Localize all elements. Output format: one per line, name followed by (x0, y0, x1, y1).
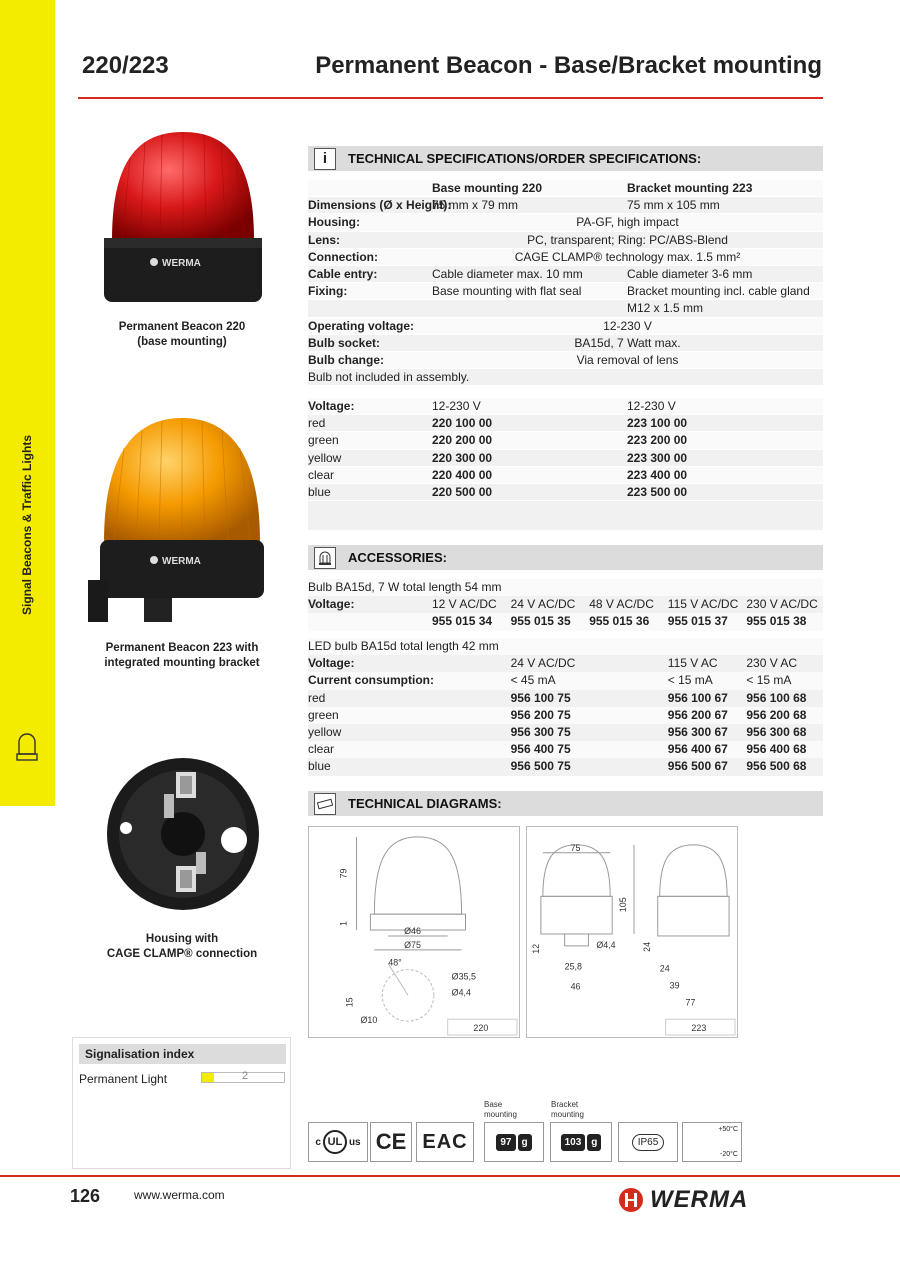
svg-text:24: 24 (659, 963, 670, 974)
svg-text:Ø4,4: Ø4,4 (451, 987, 471, 998)
table-row: green 220 200 00 223 200 00 (308, 432, 823, 449)
svg-text:79: 79 (338, 868, 349, 879)
svg-text:Ø35,5: Ø35,5 (451, 971, 476, 982)
red-beacon-image (100, 128, 266, 306)
svg-text:WERMA: WERMA (162, 258, 201, 269)
accessory-icon (314, 547, 336, 569)
table-row: Bulb BA15d, 7 W total length 54 mm (308, 579, 823, 596)
svg-text:77: 77 (685, 997, 696, 1008)
diagram-220 (308, 826, 520, 1038)
footer-url[interactable]: www.werma.com (134, 1188, 225, 1202)
svg-text:1: 1 (338, 921, 349, 927)
page-title: Permanent Beacon - Base/Bracket mounting (315, 52, 822, 79)
werma-logo: WERMA (618, 1186, 748, 1214)
table-row: clear 220 400 00 223 400 00 (308, 467, 823, 484)
page-number: 126 (70, 1186, 101, 1206)
base-weight-icon: 97 g (484, 1122, 544, 1162)
table-row: M12 x 1.5 mm (308, 300, 823, 317)
table-row: yellow 956 300 75 956 300 67 956 300 68 (308, 724, 823, 741)
table-row: yellow 220 300 00 223 300 00 (308, 450, 823, 467)
table-row: Bulb socket: BA15d, 7 Watt max. (308, 335, 823, 352)
caption-220: Permanent Beacon 220 (base mounting) (118, 321, 246, 348)
yellow-beacon-image (88, 412, 272, 630)
ruler-icon (314, 793, 336, 815)
caption-housing: Housing with CAGE CLAMP® connection (106, 933, 258, 960)
tech-specs-header: i TECHNICAL SPECIFICATIONS/ORDER SPECIFICATIONS: (308, 146, 823, 171)
svg-text:24: 24 (641, 941, 652, 952)
table-row: LED bulb BA15d total length 42 mm (308, 638, 823, 655)
table-row: Dimensions (Ø x Height): 75 mm x 79 mm 75 mm x 105 mm (308, 197, 823, 214)
table-row: Voltage: 12 V AC/DC 24 V AC/DC 48 V AC/DC 115 V AC/DC 230 V AC/DC (308, 596, 823, 613)
table-row: Connection: CAGE CLAMP® technology max. 1.5 mm² (308, 249, 823, 266)
svg-text:Ø10: Ø10 (360, 1015, 378, 1026)
table-row: Operating voltage: 12-230 V (308, 318, 823, 335)
ip65-icon: IP65 (618, 1122, 678, 1162)
table-row: red 220 100 00 223 100 00 (308, 415, 823, 432)
table-row: 955 015 34 955 015 35 955 015 36 955 015 37 955 015 38 (308, 613, 823, 630)
sidebar-label: Signal Beacons & Traffic Lights (20, 434, 35, 616)
table-row: clear 956 400 75 956 400 67 956 400 68 (308, 741, 823, 758)
diagram-223 (526, 826, 738, 1038)
table-row: red 956 100 75 956 100 67 956 100 68 (308, 690, 823, 707)
signalisation-fill (202, 1073, 214, 1082)
temperature-icon: +50°C -20°C (682, 1122, 742, 1162)
eac-cert-icon: EAC (416, 1122, 474, 1162)
product-number: 220/223 (82, 52, 169, 79)
housing-cage-clamp-image (106, 754, 260, 914)
svg-text:12: 12 (530, 943, 541, 954)
svg-text:223: 223 (691, 1023, 707, 1034)
footer-rule (0, 1175, 900, 1177)
svg-text:Ø4,4: Ø4,4 (596, 939, 616, 950)
table-row: Cable entry: Cable diameter max. 10 mm Cable diameter 3-6 mm (308, 266, 823, 283)
caption-223: Permanent Beacon 223 with integrated mounting bracket (104, 642, 260, 669)
led-table (308, 638, 823, 776)
svg-text:220: 220 (473, 1023, 489, 1034)
table-row: Voltage: 24 V AC/DC 115 V AC 230 V AC (308, 655, 823, 672)
svg-text:WERMA: WERMA (162, 556, 201, 567)
base-weight-label: Base mounting (484, 1100, 517, 1119)
diagrams-header: TECHNICAL DIAGRAMS: (308, 791, 823, 816)
accessories-header: ACCESSORIES: (308, 545, 823, 570)
ce-cert-icon: CE (370, 1122, 412, 1162)
svg-text:48°: 48° (388, 957, 402, 968)
svg-text:Ø75: Ø75 (404, 939, 421, 950)
table-row: blue 220 500 00 223 500 00 (308, 484, 823, 501)
bracket-weight-label: Bracket mounting (551, 1100, 584, 1119)
table-row: green 956 200 75 956 200 67 956 200 68 (308, 707, 823, 724)
svg-text:75: 75 (570, 842, 581, 853)
bulb-table (308, 579, 823, 631)
table-row: Bulb change: Via removal of lens (308, 352, 823, 369)
svg-text:46: 46 (570, 981, 581, 992)
header-rule (78, 97, 823, 99)
signalisation-panel: Signalisation index Permanent Light 2 (72, 1037, 291, 1169)
table-row: Current consumption: < 45 mA < 15 mA < 15 mA (308, 672, 823, 689)
svg-text:15: 15 (344, 997, 355, 1008)
beacon-icon (16, 728, 38, 762)
svg-text:Ø46: Ø46 (404, 925, 421, 936)
svg-text:25,8: 25,8 (564, 961, 582, 972)
signalisation-bar: 2 (201, 1072, 285, 1083)
table-row: Housing: PA-GF, high impact (308, 214, 823, 231)
table-row: Voltage: 12-230 V 12-230 V (308, 398, 823, 415)
table-row: blue 956 500 75 956 500 67 956 500 68 (308, 758, 823, 775)
info-icon: i (314, 148, 336, 170)
table-row: Lens: PC, transparent; Ring: PC/ABS-Blend (308, 232, 823, 249)
ul-cert-icon: c UL us (308, 1122, 368, 1162)
svg-text:105: 105 (618, 897, 629, 913)
werma-logo-icon (618, 1187, 644, 1213)
svg-text:39: 39 (669, 980, 680, 991)
order-table (308, 398, 823, 531)
bracket-weight-icon: 103 g (550, 1122, 612, 1162)
sidebar-band (0, 0, 55, 806)
table-row: Base mounting 220 Bracket mounting 223 (308, 180, 823, 197)
table-row: Bulb not included in assembly. (308, 369, 823, 386)
tech-specs-table (308, 180, 823, 386)
table-row: Fixing: Base mounting with flat seal Bracket mounting incl. cable gland (308, 283, 823, 300)
